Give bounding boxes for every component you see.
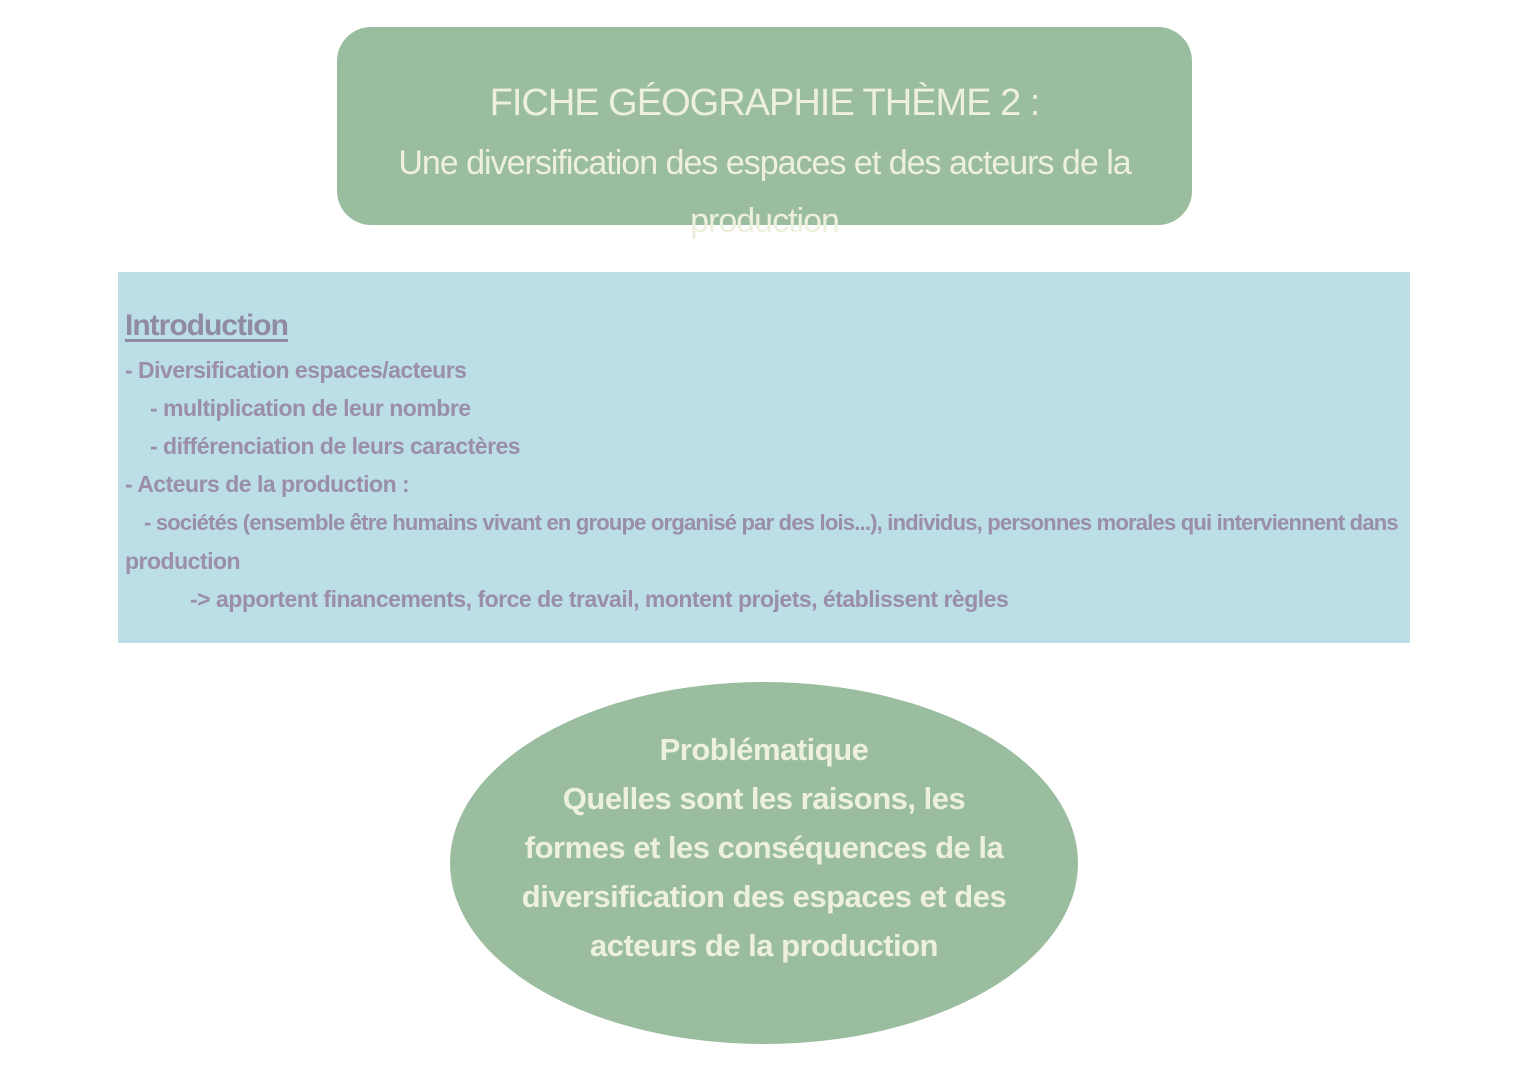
intro-line-diversification: - Diversification espaces/acteurs bbox=[125, 357, 467, 383]
problematique-oval bbox=[450, 682, 1078, 1044]
problematique-line-1: Quelles sont les raisons, les bbox=[562, 781, 966, 816]
title-line-3: production bbox=[690, 202, 839, 240]
intro-line-differenciation: - différenciation de leurs caractères bbox=[150, 433, 521, 459]
intro-line-multiplication: - multiplication de leur nombre bbox=[150, 395, 471, 421]
problematique-line-3: diversification des espaces et des bbox=[521, 879, 1007, 914]
title-banner bbox=[337, 27, 1192, 240]
introduction-heading: Introduction bbox=[125, 309, 288, 342]
problematique-line-2: formes et les conséquences de la bbox=[524, 830, 1004, 865]
intro-line-societes: - sociétés (ensemble être humains vivant en groupe organisé par des lois...), individus, personnes morales qui interviennent dans bbox=[144, 510, 1398, 535]
problematique-heading: Problématique bbox=[659, 732, 869, 767]
problematique-line-4: acteurs de la production bbox=[589, 928, 938, 963]
title-line-1: FICHE GÉOGRAPHIE THÈME 2 : bbox=[489, 82, 1040, 124]
intro-line-apportent: -> apportent financements, force de travail, montent projets, établissent règles bbox=[190, 586, 1009, 612]
introduction-panel bbox=[118, 272, 1410, 643]
title-line-2: Une diversification des espaces et des acteurs de la bbox=[398, 144, 1131, 182]
intro-line-acteurs: - Acteurs de la production : bbox=[125, 471, 410, 497]
intro-line-production: production bbox=[125, 548, 241, 574]
